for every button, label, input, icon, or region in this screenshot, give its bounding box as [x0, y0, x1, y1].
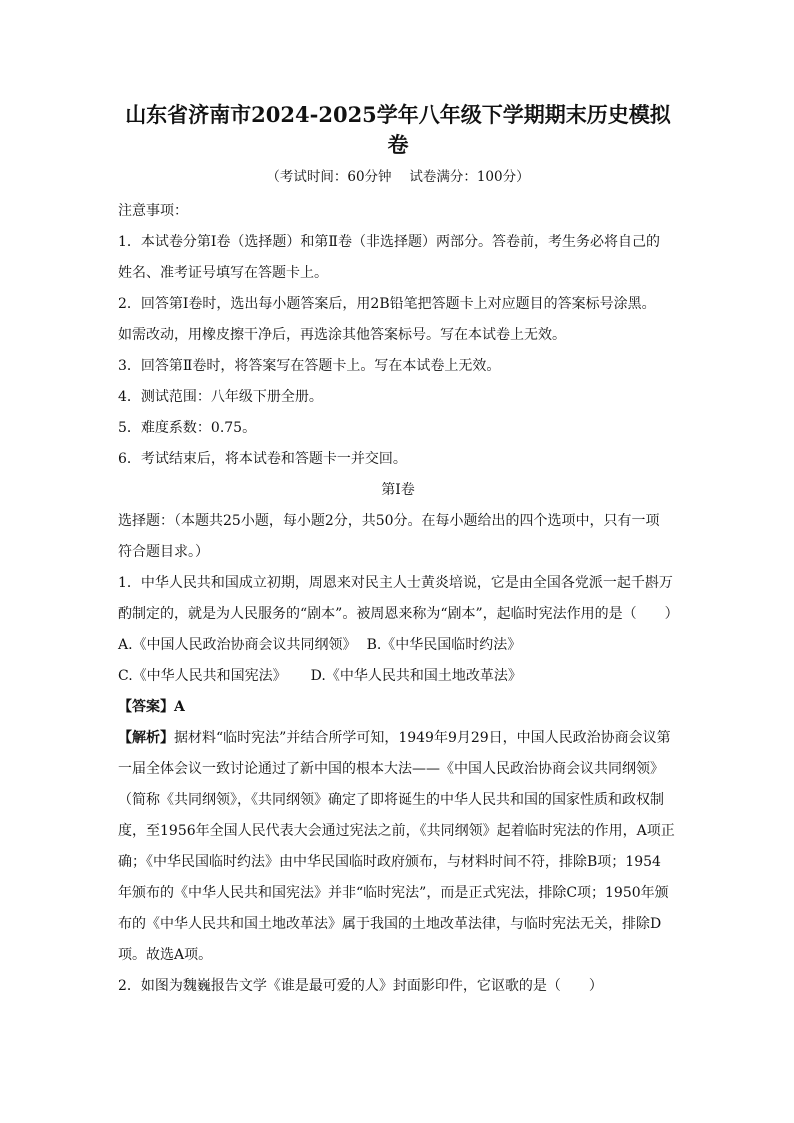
- analysis-line: 确；《中华民国临时约法》由中华民国临时政府颁布，与材料时间不符，排除B项；1954: [118, 854, 661, 870]
- note-line: 6．考试结束后，将本试卷和答题卡一并交回。: [118, 451, 407, 467]
- option-a: A.《中国人民政治协商会议共同纲领》: [118, 637, 357, 653]
- analysis-line: 布的《中华人民共和国土地改革法》属于我国的土地改革法律，与临时宪法无关，排除D: [118, 916, 662, 932]
- analysis-line: （简称《共同纲领》，《共同纲领》确定了即将诞生的中华人民共和国的国家性质和政权制: [118, 792, 664, 808]
- exam-title: 山东省济南市2024-2025学年八年级下学期期末历史模拟卷: [125, 102, 671, 157]
- note-line: 2．回答第Ⅰ卷时，选出每小题答案后，用2B铅笔把答题卡上对应题目的答案标号涂黑。: [118, 296, 656, 312]
- analysis-text: 据材料“临时宪法”并结合所学可知，1949年9月29日，中国人民政治协商会议第: [174, 730, 671, 746]
- note-line: 1．本试卷分第Ⅰ卷（选择题）和第Ⅱ卷（非选择题）两部分。答卷前，考生务必将自己的: [118, 234, 660, 250]
- analysis-line: [118, 723, 678, 754]
- analysis-line: 年颁布的《中华人民共和国宪法》并非“临时宪法”，而是正式宪法，排除C项；1950年颁: [118, 885, 669, 901]
- section-title: 第Ⅰ卷: [381, 482, 415, 498]
- question-1-answer: 【答案】A: [118, 699, 185, 715]
- question-1-options-row: [118, 630, 678, 661]
- option-b: B.《中华民国临时约法》: [366, 637, 522, 653]
- notes-heading: 注意事项：: [118, 203, 188, 219]
- exam-page: [118, 100, 678, 1002]
- analysis-line: 项。故选A项。: [118, 947, 213, 963]
- instructions-line: 选择题：（本题共25小题，每小题2分，共50分。在每小题给出的四个选项中，只有一项: [118, 513, 660, 529]
- question-2-stem: 2．如图为魏巍报告文学《谁是最可爱的人》封面影印件，它讴歌的是（ ）: [118, 978, 603, 994]
- option-d: D.《中华人民共和国土地改革法》: [310, 668, 522, 684]
- exam-duration-score: （考试时间：60分钟 试卷满分：100分）: [266, 169, 530, 185]
- note-line: 如需改动，用橡皮擦干净后，再选涂其他答案标号。写在本试卷上无效。: [118, 327, 566, 343]
- analysis-line: 一届全体会议一致讨论通过了新中国的根本大法——《中国人民政治协商会议共同纲领》: [118, 761, 664, 777]
- question-1-options-row: [118, 661, 678, 692]
- instructions-line: 符合题目求。）: [118, 544, 209, 560]
- note-line: 5．难度系数：0.75。: [118, 420, 257, 436]
- option-c: C.《中华人民共和国宪法》: [118, 668, 287, 684]
- analysis-label: 【解析】: [118, 730, 174, 746]
- note-line: 4．测试范围：八年级下册全册。: [118, 389, 323, 405]
- analysis-line: 度，至1956年全国人民代表大会通过宪法之前，《共同纲领》起着临时宪法的作用，A项正: [118, 823, 675, 839]
- question-1-stem: 酌制定的，就是为人民服务的“剧本”。被周恩来称为“剧本”，起临时宪法作用的是（ ）: [118, 606, 679, 622]
- note-line: 姓名、准考证号填写在答题卡上。: [118, 265, 328, 281]
- question-1-stem: 1．中华人民共和国成立初期，周恩来对民主人士黄炎培说，它是由全国各党派一起千斟万: [118, 575, 673, 591]
- note-line: 3．回答第Ⅱ卷时，将答案写在答题卡上。写在本试卷上无效。: [118, 358, 501, 374]
